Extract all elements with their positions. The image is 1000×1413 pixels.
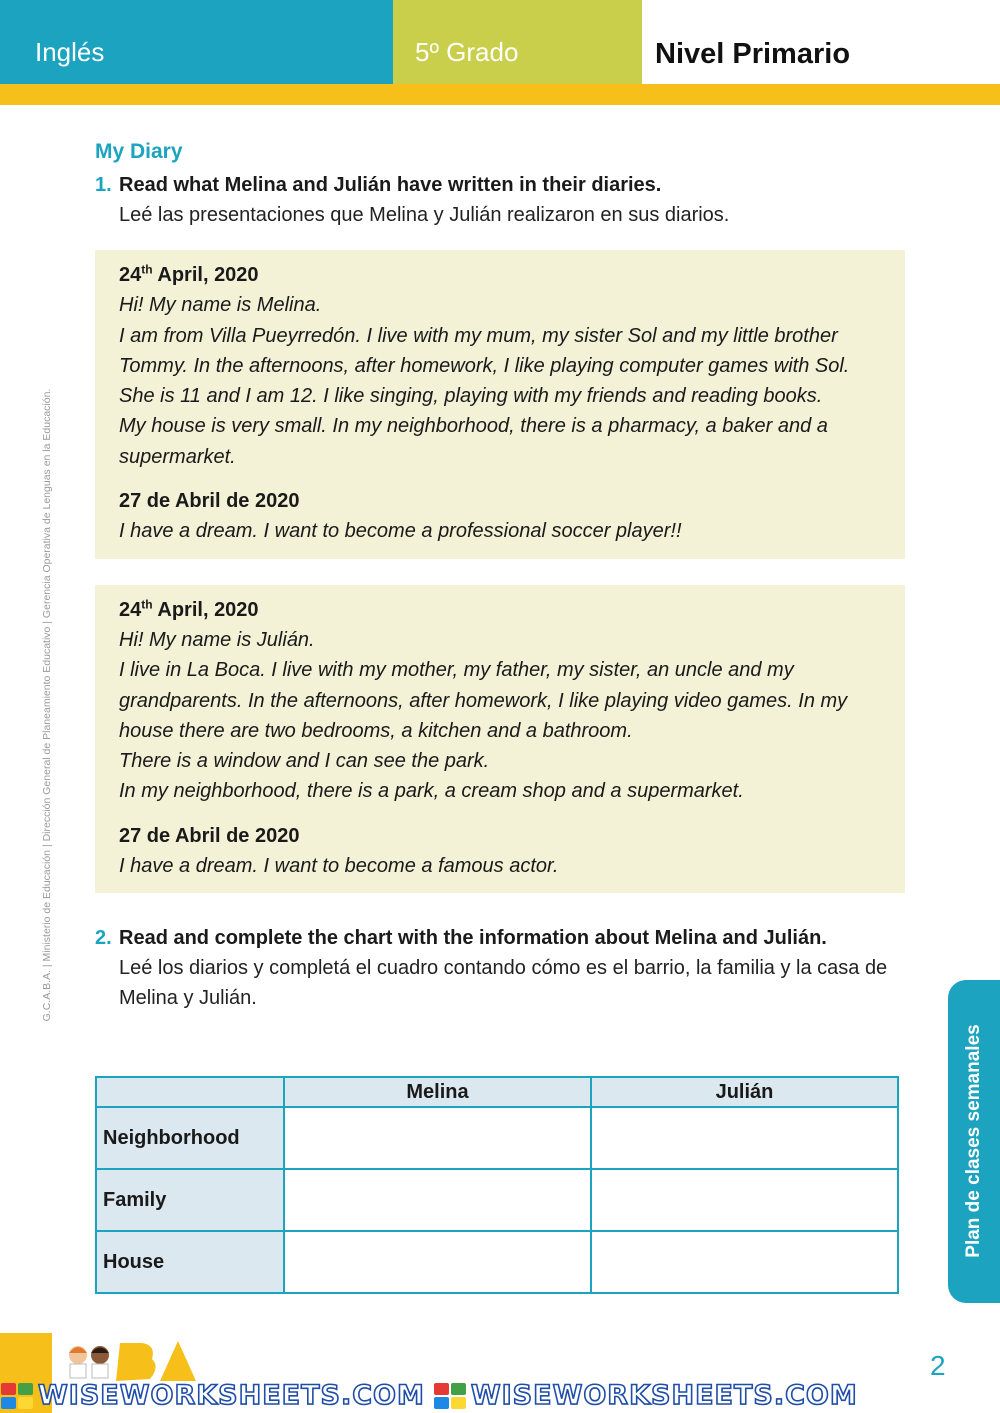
diary-julian — [95, 585, 905, 894]
side-tab-label: Plan de clases semanales — [963, 1024, 984, 1258]
diary-julian-body: I live in La Boca. I live with my mother, my father, my sister, an uncle and my grandparents. In the afternoons, after homework, I like playing video games. In my house there are two bedrooms, a kitchen and a bathroom. — [119, 659, 848, 742]
chart-header-julian: Julián — [591, 1077, 898, 1107]
header-grade: 5º Grado — [415, 37, 519, 67]
diary-julian-window: There is a window and I can see the park. — [119, 750, 490, 773]
page-header — [0, 0, 1000, 84]
side-credit: G.C.A.B.A. | Ministerio de Educación | Dirección General de Planeamiento Educativo | Gerencia Operativa de Lenguas en la Educación. — [41, 388, 53, 1022]
chart-row-house — [96, 1231, 898, 1293]
watermark-logo-icon — [433, 1382, 467, 1410]
chart-header-melina: Melina — [284, 1077, 591, 1107]
main-content — [95, 140, 905, 1013]
diary-julian-dream: I have a dream. I want to become a famous actor. — [119, 855, 559, 878]
diary-julian-date: 24th April, 2020 — [119, 597, 259, 621]
chart-header-empty — [96, 1077, 284, 1107]
question-1-spanish: Leé las presentaciones que Melina y Julián realizaron en sus diarios. — [119, 204, 730, 226]
completion-chart — [95, 1076, 899, 1294]
chart-cell-melina-neighborhood[interactable] — [284, 1107, 591, 1169]
chart-cell-melina-family[interactable] — [284, 1169, 591, 1231]
header-level-block — [642, 0, 1000, 84]
diary-melina-greeting: Hi! My name is Melina. — [119, 294, 322, 317]
header-accent-bar — [0, 84, 1000, 105]
diary-melina-date: 24th April, 2020 — [119, 262, 259, 286]
chart-header-row — [96, 1077, 898, 1107]
diary-melina-date2: 27 de Abril de 2020 — [119, 490, 300, 513]
diary-julian-neighborhood: In my neighborhood, there is a park, a cream shop and a supermarket. — [119, 780, 744, 803]
diary-julian-date2: 27 de Abril de 2020 — [119, 824, 300, 847]
side-tab — [948, 980, 1000, 1303]
chart-cell-julian-house[interactable] — [591, 1231, 898, 1293]
header-subject: Inglés — [35, 37, 105, 67]
question-2-english: Read and complete the chart with the information about Melina and Julián. — [119, 927, 827, 950]
chart-cell-julian-neighborhood[interactable] — [591, 1107, 898, 1169]
chart-row-label: House — [96, 1231, 284, 1293]
question-1-english: Read what Melina and Julián have written in their diaries. — [119, 174, 662, 196]
diary-melina-body: I am from Villa Pueyrredón. I live with my mum, my sister Sol and my little brother Tommy. In the afternoons, after homework, I like playing computer games with Sol. She is 11 and I am 12. I like singing, playing with my friends and reading books. — [119, 324, 850, 408]
chart-row-neighborhood — [96, 1107, 898, 1169]
chart-cell-melina-house[interactable] — [284, 1231, 591, 1293]
question-2-number: 2. — [95, 927, 112, 950]
section-title: My Diary — [95, 140, 183, 163]
diary-melina-house: My house is very small. In my neighborhood, there is a pharmacy, a baker and a supermarket. — [119, 415, 828, 468]
chart-row-label: Neighborhood — [96, 1107, 284, 1169]
chart-row-family — [96, 1169, 898, 1231]
question-1-number: 1. — [95, 174, 112, 196]
header-grade-block — [393, 0, 642, 84]
watermark-logo-icon — [0, 1382, 34, 1410]
diary-melina-dream: I have a dream. I want to become a professional soccer player!! — [119, 520, 682, 543]
question-2-spanish: Leé los diarios y completá el cuadro contando cómo es el barrio, la familia y la casa de Melina y Julián. — [119, 957, 888, 1010]
header-level: Nivel Primario — [655, 38, 851, 70]
diary-julian-greeting: Hi! My name is Julián. — [119, 628, 315, 651]
question-2 — [95, 923, 905, 1013]
diary-melina — [95, 250, 905, 559]
chart-cell-julian-family[interactable] — [591, 1169, 898, 1231]
ba-logo-icon — [60, 1333, 210, 1383]
watermark-text: WISEWORKSHEETS.COM — [470, 1380, 858, 1411]
header-subject-block — [0, 0, 393, 84]
question-1 — [95, 170, 905, 230]
watermark-text: WISEWORKSHEETS.COM — [38, 1380, 425, 1411]
chart-row-label: Family — [96, 1169, 284, 1231]
page-number: 2 — [930, 1350, 946, 1381]
watermark — [0, 1378, 1000, 1413]
